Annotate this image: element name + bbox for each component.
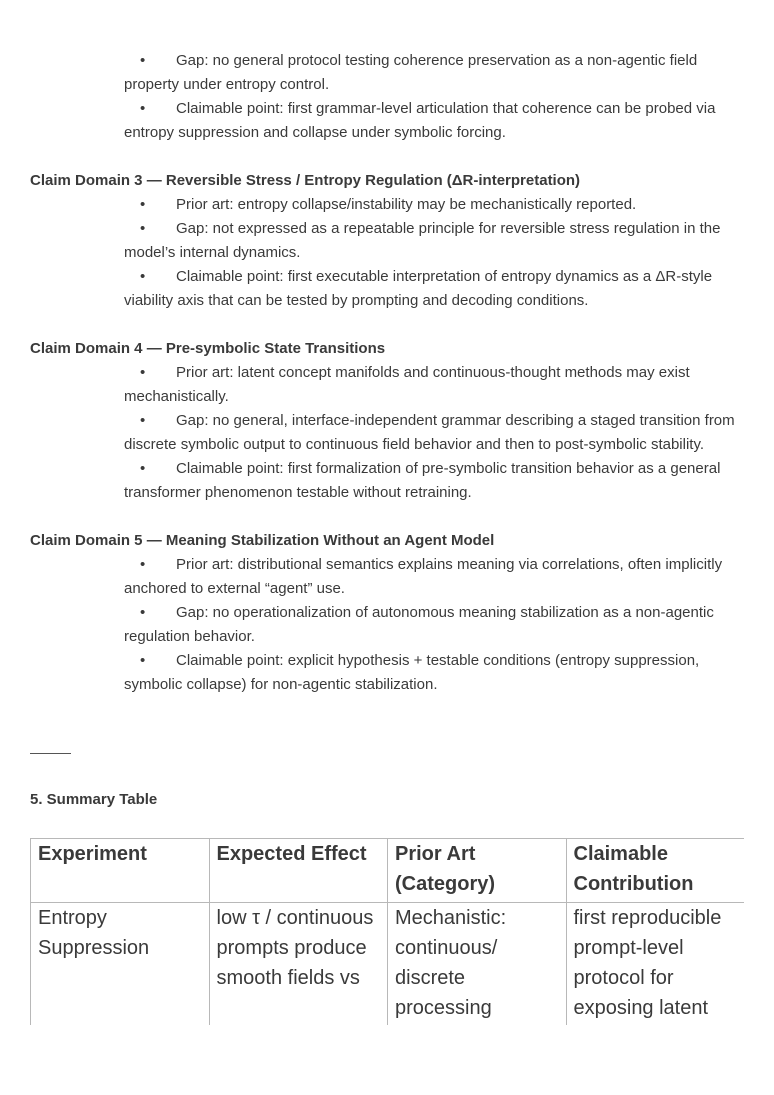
- list-item: [124, 649, 740, 697]
- claim-domain-3: [0, 169, 774, 313]
- list-item-text: Prior art: entropy collapse/instability may be mechanistically reported.: [176, 196, 637, 213]
- column-header-expected-effect: Expected Effect: [209, 839, 388, 903]
- section-title: 5. Summary Table: [30, 791, 158, 808]
- claim-domain-5: [0, 529, 774, 697]
- bullet-icon: •: [140, 220, 146, 237]
- column-header-prior-art: Prior Art (Category): [388, 839, 567, 903]
- bullet-icon: •: [140, 604, 146, 621]
- list-item-text: Claimable point: first grammar-level articulation that coherence can be probed via entropy suppression and collapse under symbolic forcing.: [124, 100, 716, 141]
- table-cell: Entropy Suppression: [31, 903, 210, 1026]
- bullet-icon: •: [140, 412, 146, 429]
- list-item: [124, 193, 740, 217]
- table-row: [31, 903, 745, 1026]
- bullet-icon: •: [140, 364, 146, 381]
- table-cell: Mechanistic: continuous/ discrete processing: [388, 903, 567, 1026]
- list-item: [124, 409, 740, 457]
- list-item: [124, 217, 740, 265]
- bullet-icon: •: [140, 652, 146, 669]
- list-item: [124, 49, 740, 97]
- bullet-icon: •: [140, 268, 146, 285]
- bullet-icon: •: [140, 556, 146, 573]
- list-item-text: Claimable point: first executable interpretation of entropy dynamics as a ΔR-style viability axis that can be tested by prompting and decoding conditions.: [124, 268, 713, 309]
- list-item-text: Claimable point: explicit hypothesis + testable conditions (entropy suppression, symbolic collapse) for non-agentic stabilization.: [124, 652, 700, 693]
- column-header-experiment: Experiment: [31, 839, 210, 903]
- list-item: [124, 97, 740, 145]
- list-item-text: Gap: no general protocol testing coherence preservation as a non-agentic field property under entropy control.: [124, 52, 698, 93]
- table-cell: first reproducible prompt-level protocol for exposing latent: [566, 903, 744, 1026]
- list-item: [124, 601, 740, 649]
- bullet-icon: •: [140, 196, 146, 213]
- claim-domain-heading: Claim Domain 5 — Meaning Stabilization Without an Agent Model: [30, 532, 495, 549]
- summary-table: [30, 838, 744, 1025]
- bullet-icon: •: [140, 460, 146, 477]
- claim-domain-heading: Claim Domain 4 — Pre-symbolic State Transitions: [30, 340, 386, 357]
- bullet-icon: •: [140, 52, 146, 69]
- list-item: [124, 265, 740, 313]
- claim-domain-4: [0, 337, 774, 505]
- column-header-claimable-contribution: Claimable Contribution: [566, 839, 744, 903]
- intro-list: [0, 49, 774, 145]
- list-item-text: Gap: no general, interface-independent grammar describing a staged transition from discrete symbolic output to continuous field behavior and then to post-symbolic stability.: [124, 412, 735, 453]
- list-item-text: Claimable point: first formalization of pre-symbolic transition behavior as a general transformer phenomenon testable without retraining.: [124, 460, 721, 501]
- summary-table-container: [30, 838, 744, 1025]
- list-item: [124, 457, 740, 505]
- list-item-text: Prior art: distributional semantics explains meaning via correlations, often implicitly anchored to external “agent” use.: [124, 556, 723, 597]
- list-item-text: Gap: not expressed as a repeatable principle for reversible stress regulation in the model’s internal dynamics.: [124, 220, 721, 261]
- list-item: [124, 553, 740, 601]
- list-item-text: Gap: no operationalization of autonomous meaning stabilization as a non-agentic regulation behavior.: [124, 604, 714, 645]
- bullet-icon: •: [140, 100, 146, 117]
- list-item-text: Prior art: latent concept manifolds and continuous-thought methods may exist mechanistically.: [124, 364, 690, 405]
- list-item: [124, 361, 740, 409]
- horizontal-rule: [30, 753, 71, 754]
- table-header-row: [31, 839, 745, 903]
- claim-domain-heading: Claim Domain 3 — Reversible Stress / Entropy Regulation (ΔR-interpretation): [30, 172, 581, 189]
- table-cell: low τ / continuous prompts produce smooth fields vs: [209, 903, 388, 1026]
